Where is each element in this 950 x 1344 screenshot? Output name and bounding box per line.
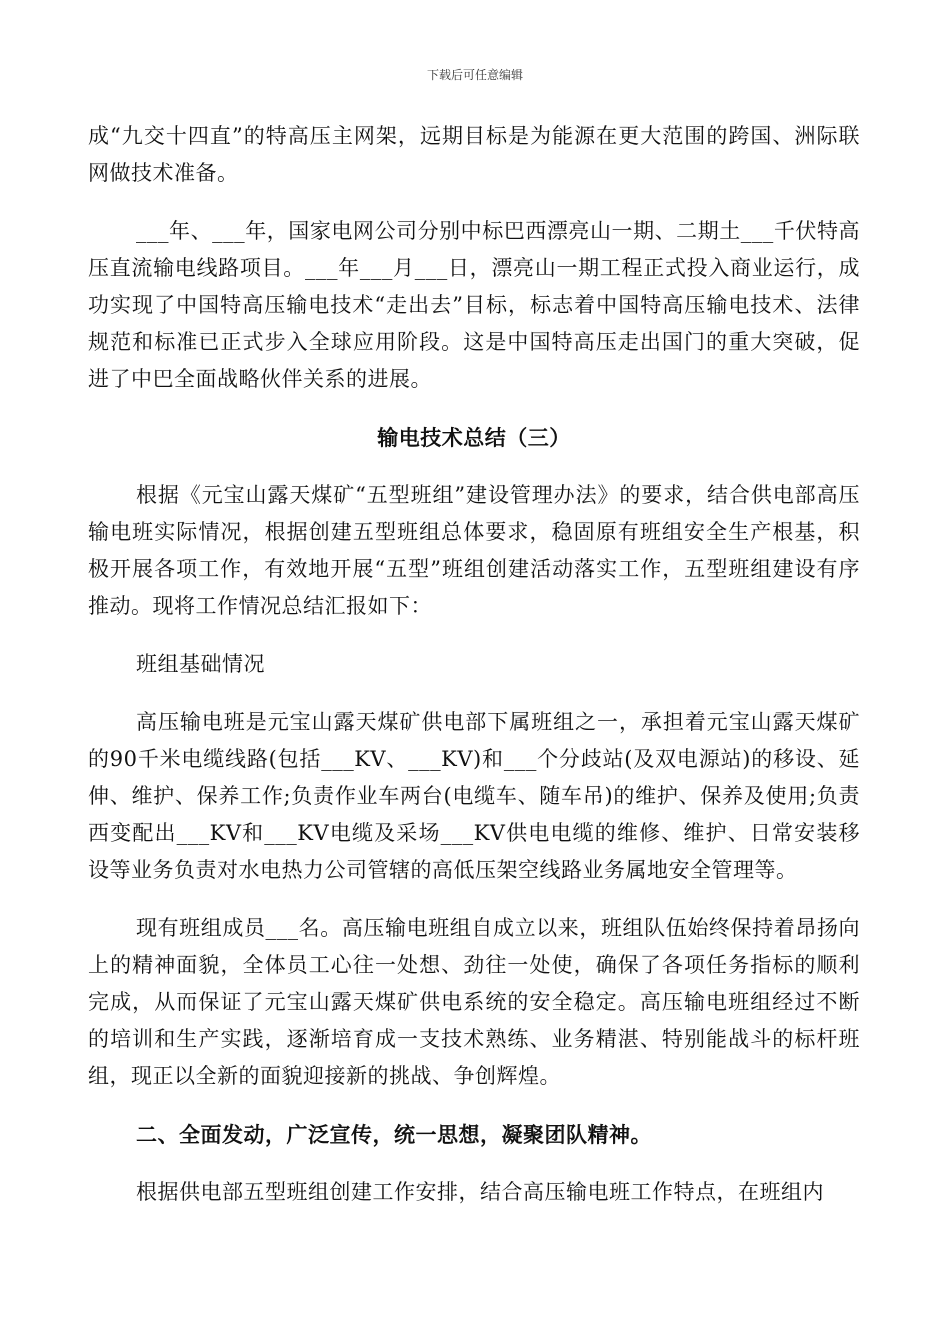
section-heading-3: 输电技术总结（三） <box>377 425 571 450</box>
paragraph-3: 根据《元宝山露天煤矿“五型班组”建设管理办法》的要求，结合供电部高压输电班实际情况，根据创建五型班组总体要求，稳固原有班组安全生产根基，积极开展各项工作，有效地开展“五型”班组创建活动落实工作，五型班组建设有序推动。现将工作情况总结汇报如下： <box>88 483 860 618</box>
page-header: 下载后可任意编辑 <box>426 68 523 82</box>
subheading-team-basics: 班组基础情况 <box>136 652 265 676</box>
document-body <box>88 118 860 1211</box>
subheading-section-two: 二、全面发动，广泛宣传，统一思想，凝聚团队精神。 <box>136 1122 652 1147</box>
paragraph-2: ___年、___年，国家电网公司分别中标巴西漂亮山一期、二期土___千伏特高压直流输电线路项目。___年___月___日，漂亮山一期工程正式投入商业运行，成功实现了中国特高压输电技术“走出去”目标，标志着中国特高压输电技术、法律规范和标准已正式步入全球应用阶段。这是中国特高压走出国门的重大突破，促进了中巴全面战略伙伴关系的进展。 <box>88 219 860 391</box>
paragraph-5: 高压输电班是元宝山露天煤矿供电部下属班组之一，承担着元宝山露天煤矿的90千米电缆线路(包括___KV、___KV)和___个分歧站(及双电源站)的移设、延伸、维护、保养工作;负责作业车两台(电缆车、随车吊)的维护、保养及使用;负责西变配出___KV和___KV电缆及采场___KV供电电缆的维修、维护、日常安装移设等业务负责对水电热力公司管辖的高低压架空线路业务属地安全管理等。 <box>88 710 860 882</box>
paragraph-1: 成“九交十四直”的特高压主网架，远期目标是为能源在更大范围的跨国、洲际联网做技术准备。 <box>88 124 860 185</box>
paragraph-6: 现有班组成员___名。高压输电班组自成立以来，班组队伍始终保持着昂扬向上的精神面貌，全体员工心往一处想、劲往一处使，确保了各项任务指标的顺利完成，从而保证了元宝山露天煤矿供电系统的安全稳定。高压输电班组经过不断的培训和生产实践，逐渐培育成一支技术熟练、业务精湛、特别能战斗的标杆班组，现正以全新的面貌迎接新的挑战、争创辉煌。 <box>88 916 860 1088</box>
paragraph-8: 根据供电部五型班组创建工作安排，结合高压输电班工作特点，在班组内 <box>136 1180 824 1204</box>
